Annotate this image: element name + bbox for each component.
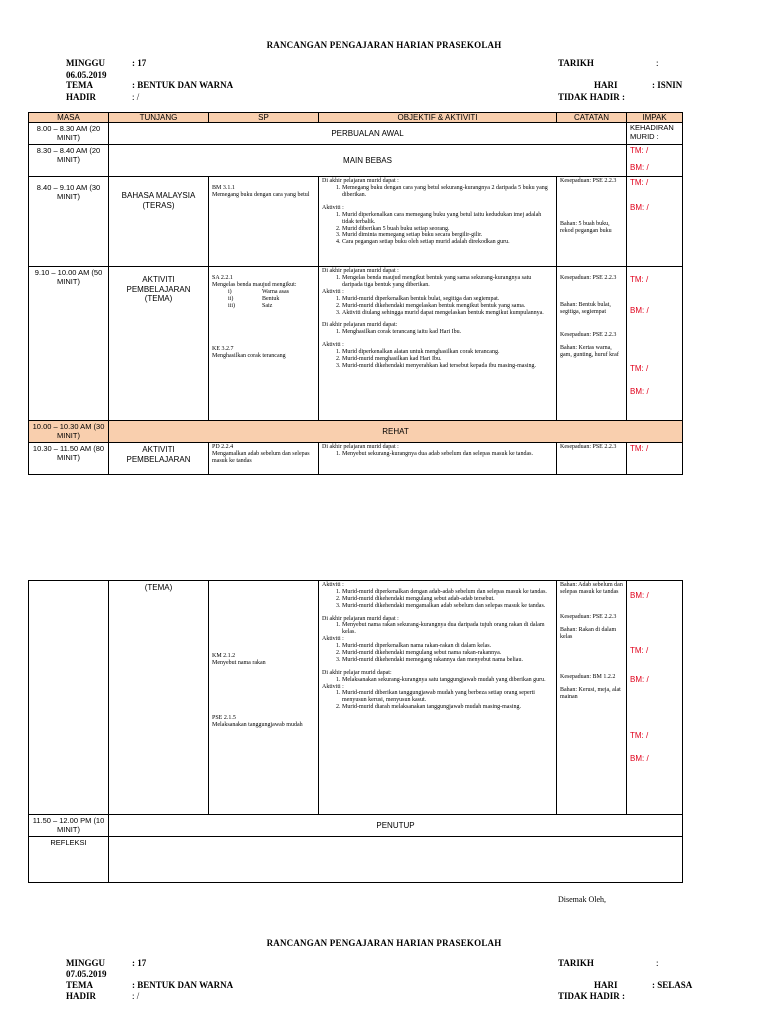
kesepaduan-note: Kesepaduan: PSE 2.2.3 bbox=[560, 331, 617, 338]
activity-label: Aktiviti : bbox=[322, 204, 344, 211]
list-item: 3. Murid-murid dikehendaki menyerahkan kad tersebut kepada ibu masing-masing. bbox=[342, 363, 553, 370]
catatan-cell bbox=[557, 267, 627, 421]
sp-code: PSE 2.1.5 bbox=[212, 714, 236, 721]
hadir-label: HADIR bbox=[66, 92, 97, 102]
list-item: 1. Mengelas benda maujud mengikut bentuk yang sama sekurang-kurangnya satu daripada tiga bentuk yang diberikan. bbox=[342, 275, 553, 289]
masa-cell: 8.30 – 8.40 AM (20 MINIT) bbox=[29, 145, 109, 177]
bahan-note: Bahan: Rakan di dalam kelas bbox=[560, 626, 617, 640]
hari-label: HARI bbox=[594, 980, 618, 990]
bahan-note: Bahan: Bentuk bulat, segitiga, segiempat bbox=[560, 302, 611, 315]
activity-label: Aktiviti : bbox=[322, 342, 344, 349]
activity-label: Aktiviti : bbox=[322, 636, 344, 643]
minggu-label: MINGGU bbox=[66, 958, 105, 968]
bahan-note: Bahan: Adab sebelum dan selepas masuk ke tandas bbox=[560, 582, 623, 595]
tarikh-value: : bbox=[656, 958, 659, 968]
objective-intro: Di akhir pelajaran murid dapat : bbox=[322, 444, 399, 451]
bm-mark: BM: / bbox=[630, 591, 649, 600]
list-item: 1. Murid diperkenalkan cara memegang buku yang betul iaitu kedudukan imej adalah tidak terbalik. bbox=[342, 212, 553, 226]
list-item: 2. Murid-murid dikehendaki mengulang sebut nama rakan-rakannya. bbox=[342, 650, 553, 657]
masa-cell: 10.00 – 10.30 AM (30 MINIT) bbox=[29, 421, 109, 443]
activity-cell: PERBUALAN AWAL bbox=[109, 123, 627, 145]
list-item: 1. Melaksanakan sekurang-kurangnya satu tanggungjawab mudah yang diberikan guru. bbox=[342, 677, 553, 684]
sp-code: KM 2.1.2 bbox=[212, 653, 236, 659]
sp-cell bbox=[209, 443, 319, 475]
tema-label: TEMA bbox=[66, 980, 93, 990]
list-item: ii) Bentuk bbox=[228, 295, 280, 302]
list-item: 3. Murid-murid dikehendaki memegang rakannya dan menyebut nama beliau. bbox=[342, 657, 553, 664]
kesepaduan-note: Kesepaduan: PSE 2.2.3 bbox=[560, 275, 617, 282]
bm-mark: BM: / bbox=[630, 203, 649, 213]
sp-desc: Memegang buku dengan cara yang betul bbox=[212, 192, 310, 199]
list-item: 1. Murid-murid diberikan tanggungjawab mudah yang berbeza setiap orang seperti menyusun kerusi, menyusun kasut. bbox=[342, 690, 553, 704]
list-item: 4. Cara pegangan setiap buku oleh setiap murid adalah direkodkan guru. bbox=[342, 239, 553, 246]
objektif-cell bbox=[319, 267, 557, 421]
table-row bbox=[29, 837, 683, 883]
sp-cell bbox=[209, 581, 319, 815]
objective-intro: Di akhir pelajaran murid dapat: bbox=[322, 322, 398, 329]
masa-cell bbox=[29, 581, 109, 815]
hari-label: HARI bbox=[594, 80, 618, 90]
catatan-cell bbox=[557, 581, 627, 815]
impak-cell bbox=[627, 267, 683, 421]
minggu-value: : 17 bbox=[132, 958, 147, 968]
tm-mark: TM: / bbox=[630, 178, 649, 188]
tunjang-cell: BAHASA MALAYSIA (TERAS) bbox=[109, 177, 209, 267]
catatan-cell bbox=[557, 177, 627, 267]
tema-label: TEMA bbox=[66, 80, 93, 90]
activity-cell: PENUTUP bbox=[109, 815, 683, 837]
objective-intro: Di akhir pelajaran murid dapat : bbox=[322, 268, 399, 275]
col-catatan: CATATAN bbox=[557, 113, 627, 123]
list-item: 1. Menyebut sekurang-kurangnya dua adab sebelum dan selepas masuk ke tandas. bbox=[342, 451, 553, 458]
list-item: 1. Murid-murid diperkenalkan bentuk bulat, segitiga dan segiempat. bbox=[342, 296, 553, 303]
list-item: 3. Murid diminta memegang setiap buku secara bergilir-gilir. bbox=[342, 232, 553, 239]
list-item: 2. Murid-murid menghasilkan kad Hari Ibu. bbox=[342, 356, 553, 363]
list-item: 2. Murid-murid dikehendaki mengulang sebut adab-adab tersebut. bbox=[342, 596, 553, 603]
masa-cell: 11.50 – 12.00 PM (10 MINIT) bbox=[29, 815, 109, 837]
tidak-hadir-label: TIDAK HADIR : bbox=[558, 92, 626, 102]
list-item: 2. Murid diberikan 5 buah buku setiap seorang. bbox=[342, 226, 553, 233]
document-title: RANCANGAN PENGAJARAN HARIAN PRASEKOLAH bbox=[266, 40, 502, 50]
list-item: 3. Murid-murid dikehendaki mengamalkan adab sebelum dan selepas masuk ke tandas. bbox=[342, 603, 553, 610]
sp-cell bbox=[209, 177, 319, 267]
table-header-row bbox=[29, 113, 683, 123]
kesepaduan-note: Kesepaduan: BM 1.2.2 bbox=[560, 674, 616, 681]
col-tunjang: TUNJANG bbox=[109, 113, 209, 123]
list-item: 2. Murid-murid dikehendaki mengelaskan bentuk mengikut bentuk yang sama. bbox=[342, 303, 553, 310]
activity-label: Aktiviti : bbox=[322, 582, 344, 588]
minggu-label: MINGGU bbox=[66, 58, 105, 68]
table-row bbox=[29, 267, 683, 421]
hadir-value: : / bbox=[132, 92, 140, 102]
bm-mark: BM: / bbox=[630, 306, 649, 316]
objektif-cell bbox=[319, 443, 557, 475]
lesson-plan-table-continued bbox=[28, 580, 683, 883]
refleksi-cell bbox=[109, 837, 683, 883]
sp-code: SA 2.2.1 bbox=[212, 275, 233, 282]
list-item: 1. Menghasilkan corak terancang iaitu kad Hari Ibu. bbox=[342, 329, 553, 336]
objective-intro: Di akhir pelajaran murid dapat : bbox=[322, 615, 399, 622]
tema-value: : BENTUK DAN WARNA bbox=[132, 80, 234, 90]
activity-cell: REHAT bbox=[109, 421, 683, 443]
table-row bbox=[29, 177, 683, 267]
sp-desc: Menghasilkan corak terancang bbox=[212, 352, 286, 359]
date-value: 07.05.2019 bbox=[66, 969, 107, 979]
sp-desc: Mengelas benda maujud mengikut: bbox=[212, 282, 297, 289]
tarikh-label: TARIKH bbox=[558, 958, 594, 968]
tarikh-label: TARIKH bbox=[558, 58, 594, 68]
objektif-cell bbox=[319, 581, 557, 815]
activity-cell: MAIN BEBAS bbox=[109, 145, 627, 177]
tema-value: : BENTUK DAN WARNA bbox=[132, 980, 234, 990]
tarikh-value: : bbox=[656, 58, 659, 68]
disemak-oleh: Disemak Oleh, bbox=[558, 895, 606, 904]
impak-cell bbox=[627, 177, 683, 267]
document-title: RANCANGAN PENGAJARAN HARIAN PRASEKOLAH bbox=[266, 938, 502, 948]
tm-mark: TM: / bbox=[630, 444, 649, 454]
tm-mark: TM: / bbox=[630, 363, 649, 373]
table-row bbox=[29, 123, 683, 145]
objective-intro: Di akhir pelajar murid dapat: bbox=[322, 669, 392, 676]
sp-desc: Melaksanakan tanggungjawab mudah bbox=[212, 721, 303, 728]
list-item: i) Warna asas bbox=[228, 288, 290, 295]
masa-cell: 10.30 – 11.50 AM (80 MINIT) bbox=[29, 443, 109, 475]
objective-intro: Di akhir pelajaran murid dapat : bbox=[322, 178, 399, 185]
hari-value: : ISNIN bbox=[652, 80, 683, 90]
activity-label: Aktiviti : bbox=[322, 683, 344, 690]
list-item: 1. Memegang buku dengan cara yang betul sekurang-kurangnya 2 daripada 5 buku yang diberikan. bbox=[342, 185, 553, 199]
bahan-note: Bahan: 5 buah buku, rekod pegangan buku bbox=[560, 221, 612, 234]
bm-mark: BM: / bbox=[630, 675, 649, 685]
sp-code: KE 3.2.7 bbox=[212, 345, 234, 352]
list-item: 3. Aktiviti diulang sehingga murid dapat mengelaskan bentuk mengikut kumpulannya. bbox=[342, 310, 553, 317]
tm-mark: TM: / bbox=[630, 646, 649, 656]
hari-value: : SELASA bbox=[652, 980, 693, 990]
lesson-plan-table bbox=[28, 112, 683, 475]
minggu-value: : 17 bbox=[132, 58, 147, 68]
table-row bbox=[29, 421, 683, 443]
date-value: 06.05.2019 bbox=[66, 70, 107, 80]
tunjang-cell: AKTIVITI PEMBELAJARAN (TEMA) bbox=[109, 267, 209, 421]
impak-cell bbox=[627, 581, 683, 815]
bm-mark: BM: / bbox=[630, 753, 649, 763]
tunjang-cell: AKTIVITI PEMBELAJARAN bbox=[109, 443, 209, 475]
sp-code: BM 3.1.1 bbox=[212, 185, 235, 192]
bahan-note: Bahan: Kerusi, meja, alat mainan bbox=[560, 687, 621, 701]
col-sp: SP bbox=[209, 113, 319, 123]
sp-cell bbox=[209, 267, 319, 421]
bm-mark: BM: / bbox=[630, 163, 649, 173]
tm-mark: TM: / bbox=[630, 730, 649, 740]
masa-cell: 8.00 – 8.30 AM (20 MINIT) bbox=[29, 123, 109, 145]
table-row bbox=[29, 815, 683, 837]
bahan-note: Bahan: Kertas warna, gam, gunting, huruf kraf bbox=[560, 344, 619, 358]
col-masa: MASA bbox=[29, 113, 109, 123]
kehadiran-cell: KEHADIRAN MURID : bbox=[627, 123, 683, 145]
impak-cell bbox=[627, 443, 683, 475]
refleksi-label: REFLEKSI bbox=[29, 837, 109, 883]
tidak-hadir-label: TIDAK HADIR : bbox=[558, 991, 626, 1001]
tunjang-cell: (TEMA) bbox=[109, 581, 209, 815]
tm-mark: TM: / bbox=[630, 275, 649, 285]
hadir-value: : / bbox=[132, 991, 140, 1001]
col-objektif: OBJEKTIF & AKTIVITI bbox=[319, 113, 557, 123]
sp-desc: Menyebut nama rakan bbox=[212, 659, 266, 666]
list-item: 1. Murid diperkenalkan alatan untuk menghasilkan corak terancang. bbox=[342, 349, 553, 356]
masa-cell: 8.40 – 9.10 AM (30 MINIT) bbox=[29, 177, 109, 267]
impak-cell bbox=[627, 145, 683, 177]
kesepaduan-note: Kesepaduan: PSE 2.2.3 bbox=[560, 613, 617, 620]
kesepaduan-note: Kesepaduan: PSE 2.2.3 bbox=[560, 178, 617, 185]
table-row bbox=[29, 443, 683, 475]
sp-code: PD 2.2.4 bbox=[212, 444, 234, 451]
hadir-label: HADIR bbox=[66, 991, 97, 1001]
table-row bbox=[29, 581, 683, 815]
sp-criteria-list bbox=[212, 289, 315, 310]
list-item: 1. Murid-murid diperkenalkan nama rakan-rakan di dalam kelas. bbox=[342, 643, 553, 650]
list-item: 1. Murid-murid diperkenalkan dengan adab-adab sebelum dan selepas masuk ke tandas. bbox=[342, 589, 553, 596]
masa-cell: 9.10 – 10.00 AM (50 MINIT) bbox=[29, 267, 109, 421]
list-item: 1. Menyebut nama rakan sekurang-kurangnya dua daripada tujuh orang rakan di dalam kelas. bbox=[342, 622, 553, 636]
list-item: iii) Saiz bbox=[228, 302, 273, 309]
catatan-cell: Kesepaduan: PSE 2.2.3 bbox=[557, 443, 627, 475]
activity-label: Aktiviti : bbox=[322, 288, 344, 295]
sp-desc: Mengamalkan adab sebelum dan selepas masuk ke tandas bbox=[212, 451, 310, 464]
objektif-cell bbox=[319, 177, 557, 267]
list-item: 2. Murid-murid diarah melaksanakan tanggungjawab mudah masing-masing. bbox=[342, 704, 553, 711]
bm-mark: BM: / bbox=[630, 386, 649, 396]
col-impak: IMPAK bbox=[627, 113, 683, 123]
table-row bbox=[29, 145, 683, 177]
tm-mark: TM: / bbox=[630, 146, 649, 156]
